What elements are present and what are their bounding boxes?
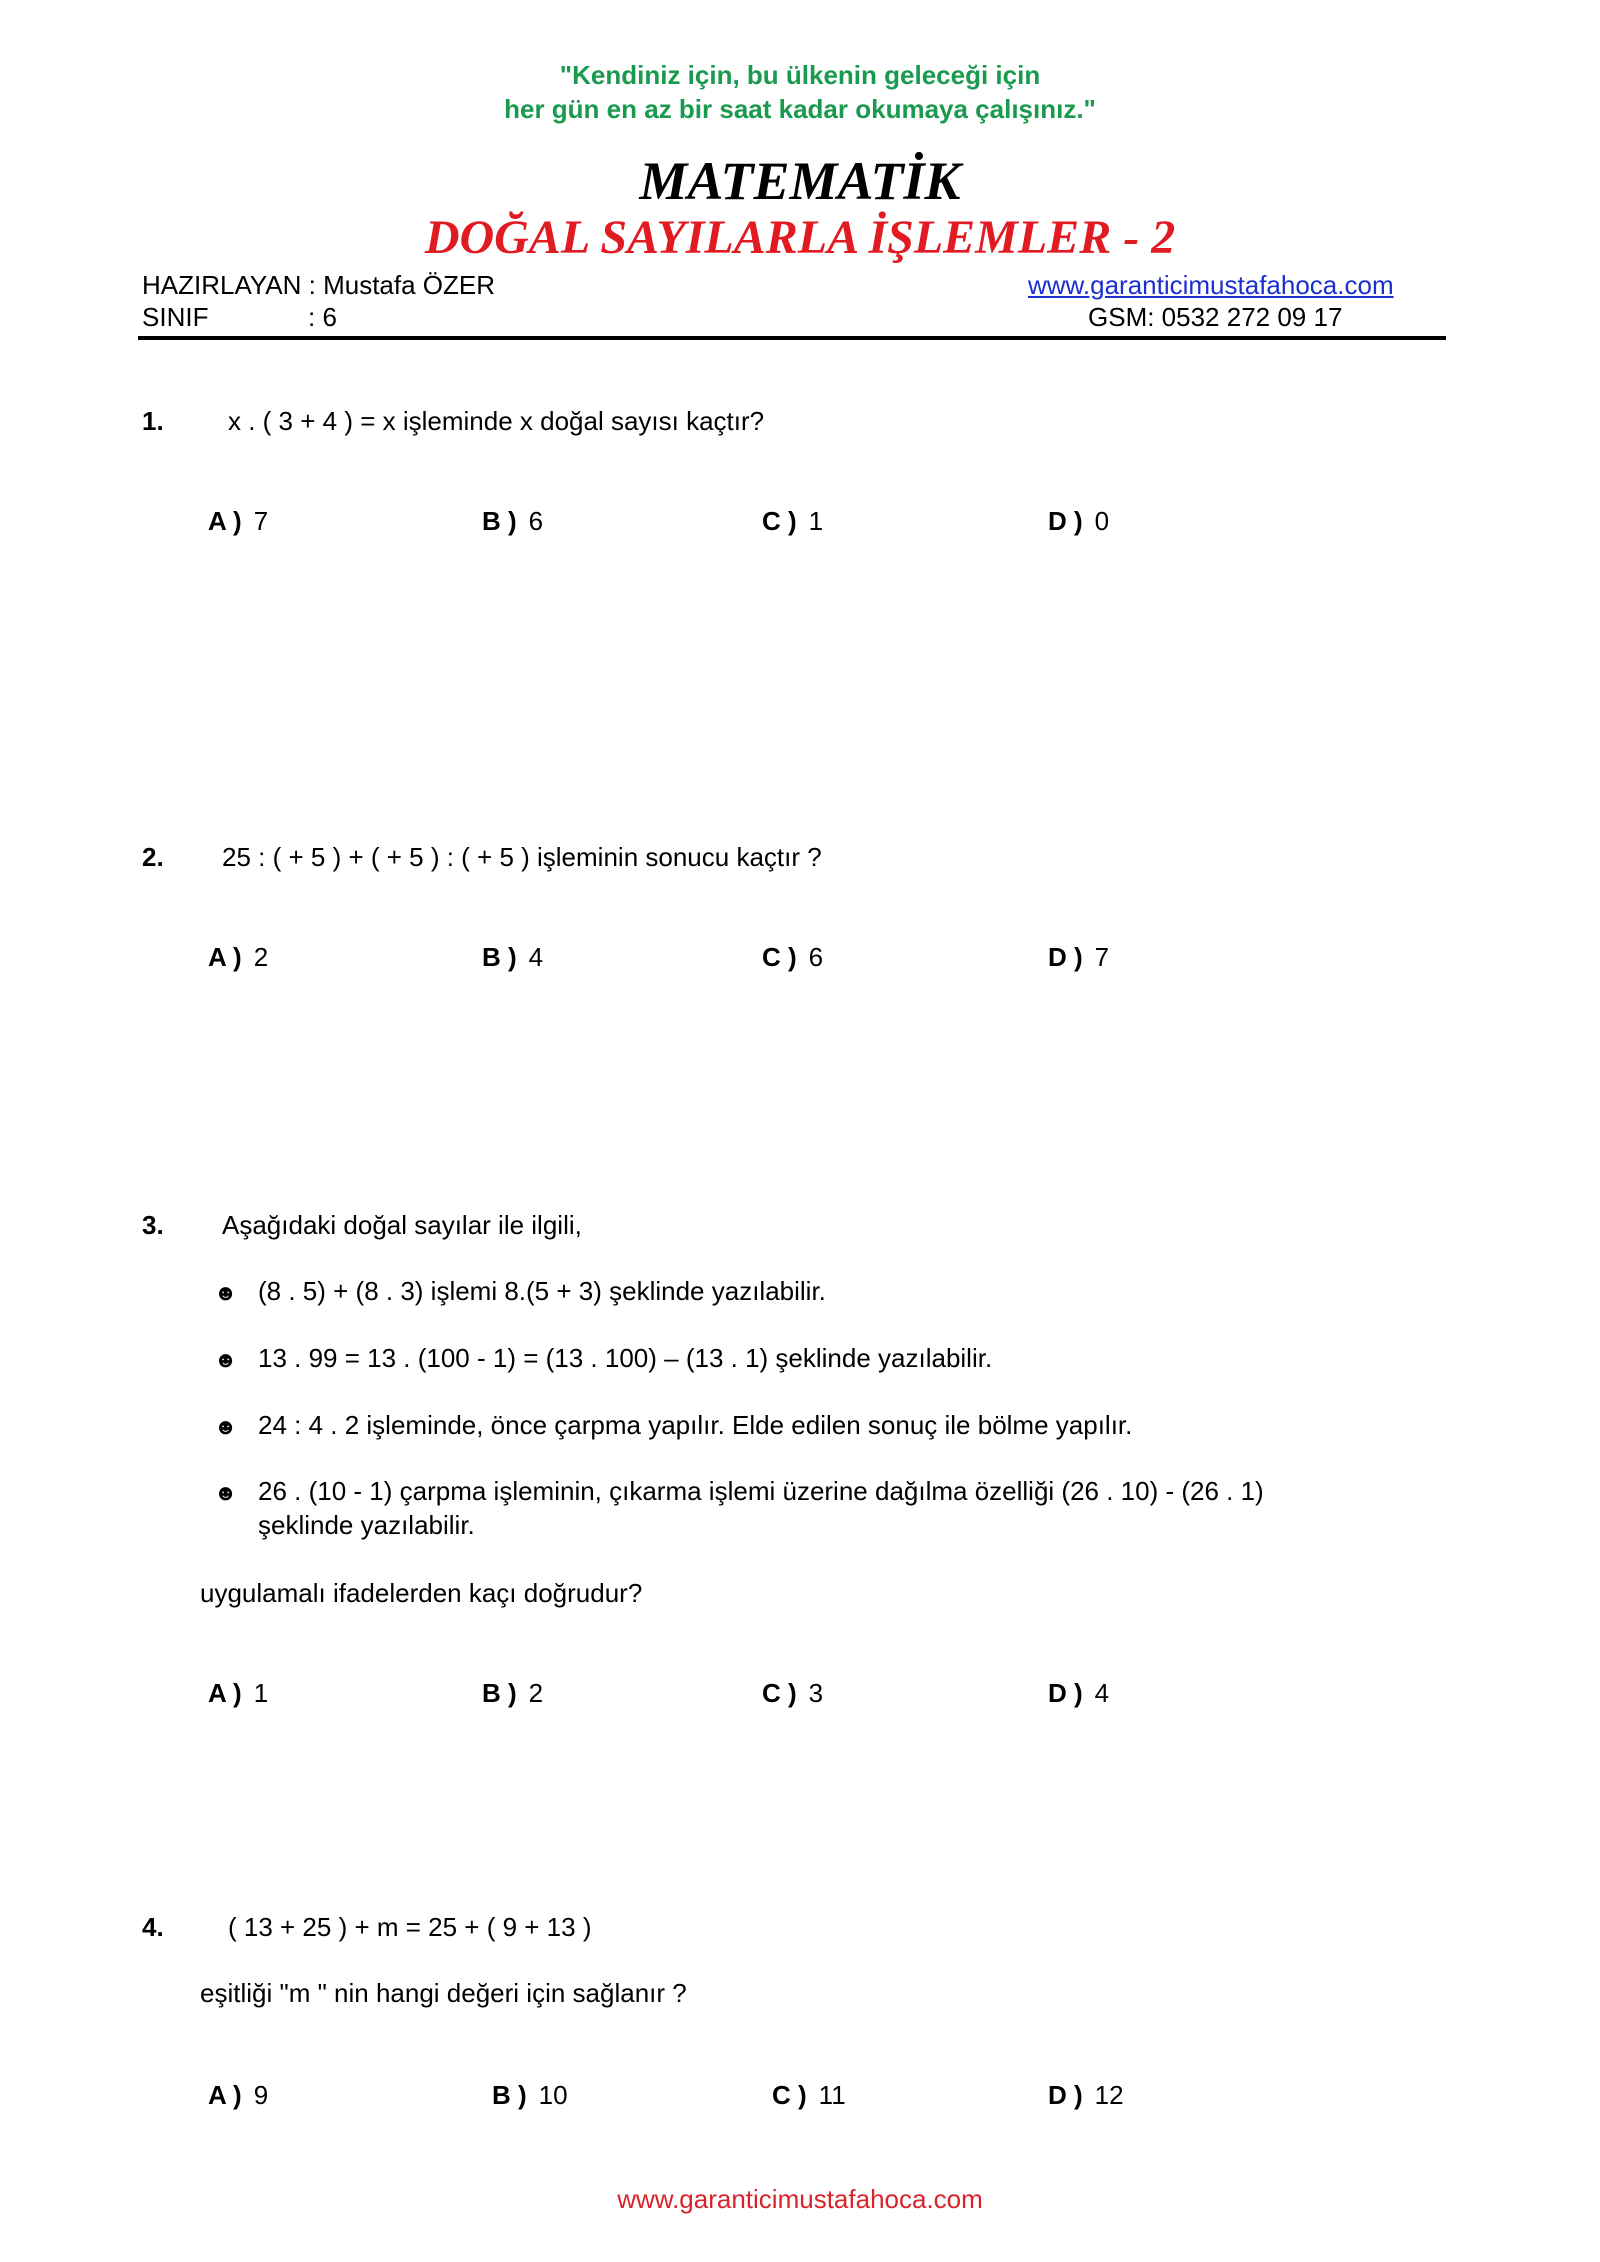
question-2-number: 2.: [142, 842, 164, 872]
question-3-bullet-3: 24 : 4 . 2 işleminde, önce çarpma yapılır. Elde edilen sonuç ile bölme yapılır.: [258, 1410, 1133, 1440]
smiley-bullet-icon: ☻: [214, 1280, 238, 1305]
question-3-bullet-1: (8 . 5) + (8 . 3) işlemi 8.(5 + 3) şeklinde yazılabilir.: [258, 1276, 826, 1306]
option-letter: A ): [208, 506, 242, 536]
smiley-bullet-icon: ☻: [214, 1414, 238, 1439]
question-3-text: Aşağıdaki doğal sayılar ile ilgili,: [222, 1210, 582, 1240]
option-letter: A ): [208, 1678, 242, 1708]
question-2-option-b[interactable]: [482, 942, 543, 973]
option-value: 9: [253, 2080, 269, 2110]
question-1-option-c[interactable]: [762, 506, 823, 537]
question-2-option-a[interactable]: [208, 942, 268, 973]
question-4-closing: eşitliği "m " nin hangi değeri için sağlanır ?: [200, 1978, 687, 2008]
option-letter: B ): [482, 506, 517, 536]
question-3-closing: uygulamalı ifadelerden kaçı doğrudur?: [200, 1578, 643, 1608]
author-label: HAZIRLAYAN : Mustafa ÖZER: [142, 270, 496, 300]
option-value: 3: [808, 1678, 824, 1708]
option-value: 12: [1094, 2080, 1124, 2110]
option-value: 1: [808, 506, 824, 536]
question-4-number: 4.: [142, 1912, 164, 1942]
class-label: SINIF: [142, 302, 209, 332]
question-2-option-d[interactable]: [1048, 942, 1109, 973]
page-subtitle: DOĞAL SAYILARLA İŞLEMLER - 2: [424, 211, 1176, 264]
question-3-bullet-4-continued: şeklinde yazılabilir.: [258, 1510, 475, 1540]
question-4-option-c[interactable]: [772, 2080, 846, 2111]
option-value: 6: [528, 506, 544, 536]
option-letter: C ): [762, 506, 797, 536]
question-3-number: 3.: [142, 1210, 164, 1240]
question-4-option-a[interactable]: [208, 2080, 268, 2111]
smiley-bullet-icon: ☻: [214, 1347, 238, 1372]
quote-line-2: her gün en az bir saat kadar okumaya çalışınız.": [504, 94, 1096, 124]
gsm-number: GSM: 0532 272 09 17: [1088, 302, 1343, 332]
option-value: 4: [1094, 1678, 1110, 1708]
option-letter: D ): [1048, 942, 1083, 972]
option-value: 10: [538, 2080, 568, 2110]
question-3-option-b[interactable]: [482, 1678, 543, 1709]
option-letter: C ): [762, 942, 797, 972]
footer-website[interactable]: www.garanticimustafahoca.com: [617, 2184, 983, 2214]
header-divider: [138, 336, 1446, 340]
option-value: 4: [528, 942, 544, 972]
question-4-text: ( 13 + 25 ) + m = 25 + ( 9 + 13 ): [228, 1912, 592, 1942]
smiley-bullet-icon: ☻: [214, 1480, 238, 1505]
question-4-option-d[interactable]: [1048, 2080, 1124, 2111]
question-1-option-d[interactable]: [1048, 506, 1109, 537]
question-1-number: 1.: [142, 406, 164, 436]
question-2-text: 25 : ( + 5 ) + ( + 5 ) : ( + 5 ) işleminin sonucu kaçtır ?: [222, 842, 822, 872]
class-value: : 6: [308, 302, 337, 332]
option-letter: C ): [772, 2080, 807, 2110]
option-letter: C ): [762, 1678, 797, 1708]
option-value: 0: [1094, 506, 1110, 536]
option-value: 6: [808, 942, 824, 972]
page-title: MATEMATİK: [639, 151, 961, 211]
option-value: 1: [253, 1678, 269, 1708]
option-letter: D ): [1048, 1678, 1083, 1708]
question-1-option-a[interactable]: [208, 506, 268, 537]
option-letter: A ): [208, 2080, 242, 2110]
question-2-option-c[interactable]: [762, 942, 823, 973]
question-1-option-b[interactable]: [482, 506, 543, 537]
option-letter: D ): [1048, 2080, 1083, 2110]
option-value: 7: [1094, 942, 1110, 972]
question-1-text: x . ( 3 + 4 ) = x işleminde x doğal sayısı kaçtır?: [228, 406, 765, 436]
question-3-bullet-2: 13 . 99 = 13 . (100 - 1) = (13 . 100) – (13 . 1) şeklinde yazılabilir.: [258, 1343, 993, 1373]
option-value: 11: [818, 2080, 846, 2110]
question-4-option-b[interactable]: [492, 2080, 568, 2111]
question-3-option-a[interactable]: [208, 1678, 268, 1709]
option-letter: B ): [492, 2080, 527, 2110]
question-3-bullet-4: 26 . (10 - 1) çarpma işleminin, çıkarma işlemi üzerine dağılma özelliği (26 . 10) - (26 . 1): [258, 1476, 1264, 1506]
option-value: 2: [528, 1678, 544, 1708]
option-letter: B ): [482, 1678, 517, 1708]
option-value: 2: [253, 942, 269, 972]
option-letter: B ): [482, 942, 517, 972]
question-3-option-c[interactable]: [762, 1678, 823, 1709]
website-link[interactable]: www.garanticimustafahoca.com: [1028, 270, 1394, 300]
option-value: 7: [253, 506, 269, 536]
option-letter: A ): [208, 942, 242, 972]
quote-line-1: "Kendiniz için, bu ülkenin geleceği için: [559, 60, 1041, 90]
option-letter: D ): [1048, 506, 1083, 536]
question-3-option-d[interactable]: [1048, 1678, 1109, 1709]
